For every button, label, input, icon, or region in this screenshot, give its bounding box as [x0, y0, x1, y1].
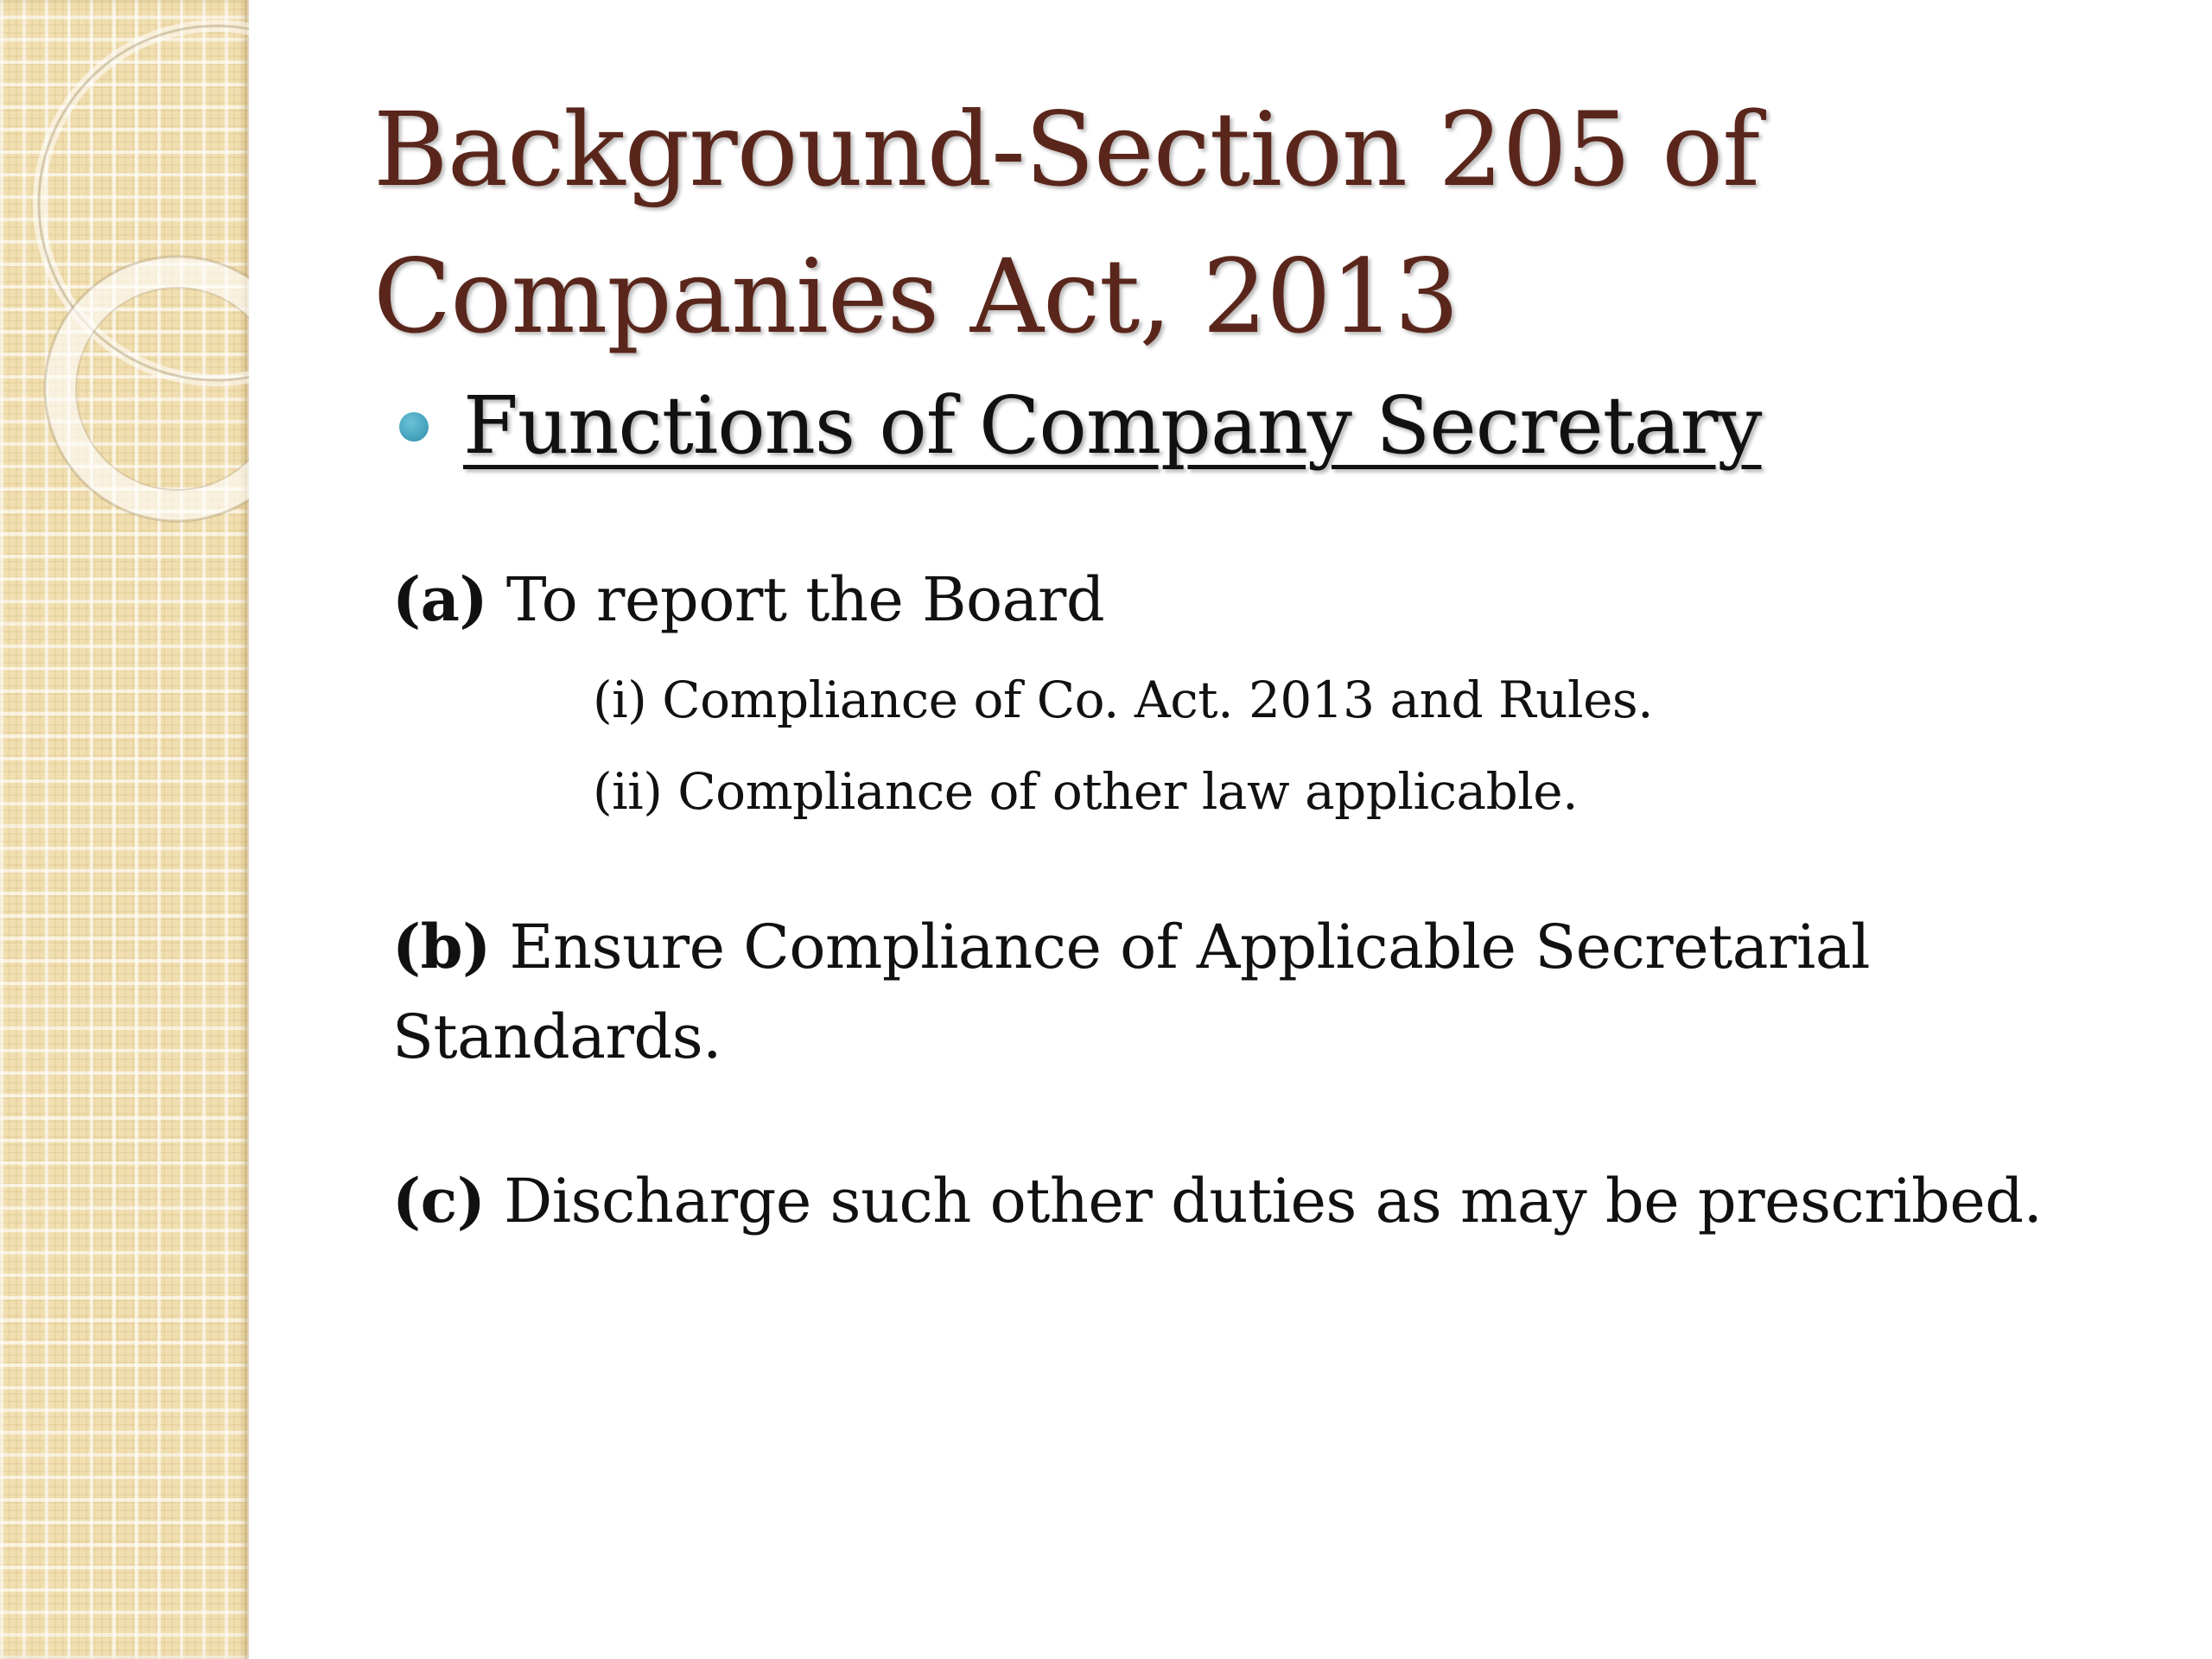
- section-heading-text: Functions of Company Secretary: [463, 378, 1762, 472]
- list-marker-b: (b): [392, 911, 491, 982]
- list-item-a: [392, 555, 1104, 645]
- list-item-a-text: To report the Board: [487, 564, 1105, 635]
- list-item-b-text-line-2: Standards.: [392, 1001, 721, 1072]
- sub-item-i: (i) Compliance of Co. Act. 2013 and Rules.: [593, 671, 1654, 729]
- title-line-1: Background-Section 205 of: [373, 90, 1759, 209]
- slide-title: [373, 76, 2084, 370]
- section-heading: [399, 373, 1761, 477]
- list-item-c-text: Discharge such other duties as may be prescribed.: [485, 1166, 2043, 1236]
- title-line-2: Companies Act, 2013: [373, 237, 1459, 356]
- list-marker-c: (c): [392, 1165, 486, 1236]
- list-marker-a: (a): [392, 563, 488, 635]
- bullet-dot-icon: [399, 412, 429, 442]
- list-item-b: [392, 902, 1870, 1082]
- list-item-b-text: Ensure Compliance of Applicable Secretarial: [490, 912, 1870, 982]
- sub-item-ii: (ii) Compliance of other law applicable.: [593, 762, 1579, 821]
- list-item-c: [392, 1156, 2042, 1246]
